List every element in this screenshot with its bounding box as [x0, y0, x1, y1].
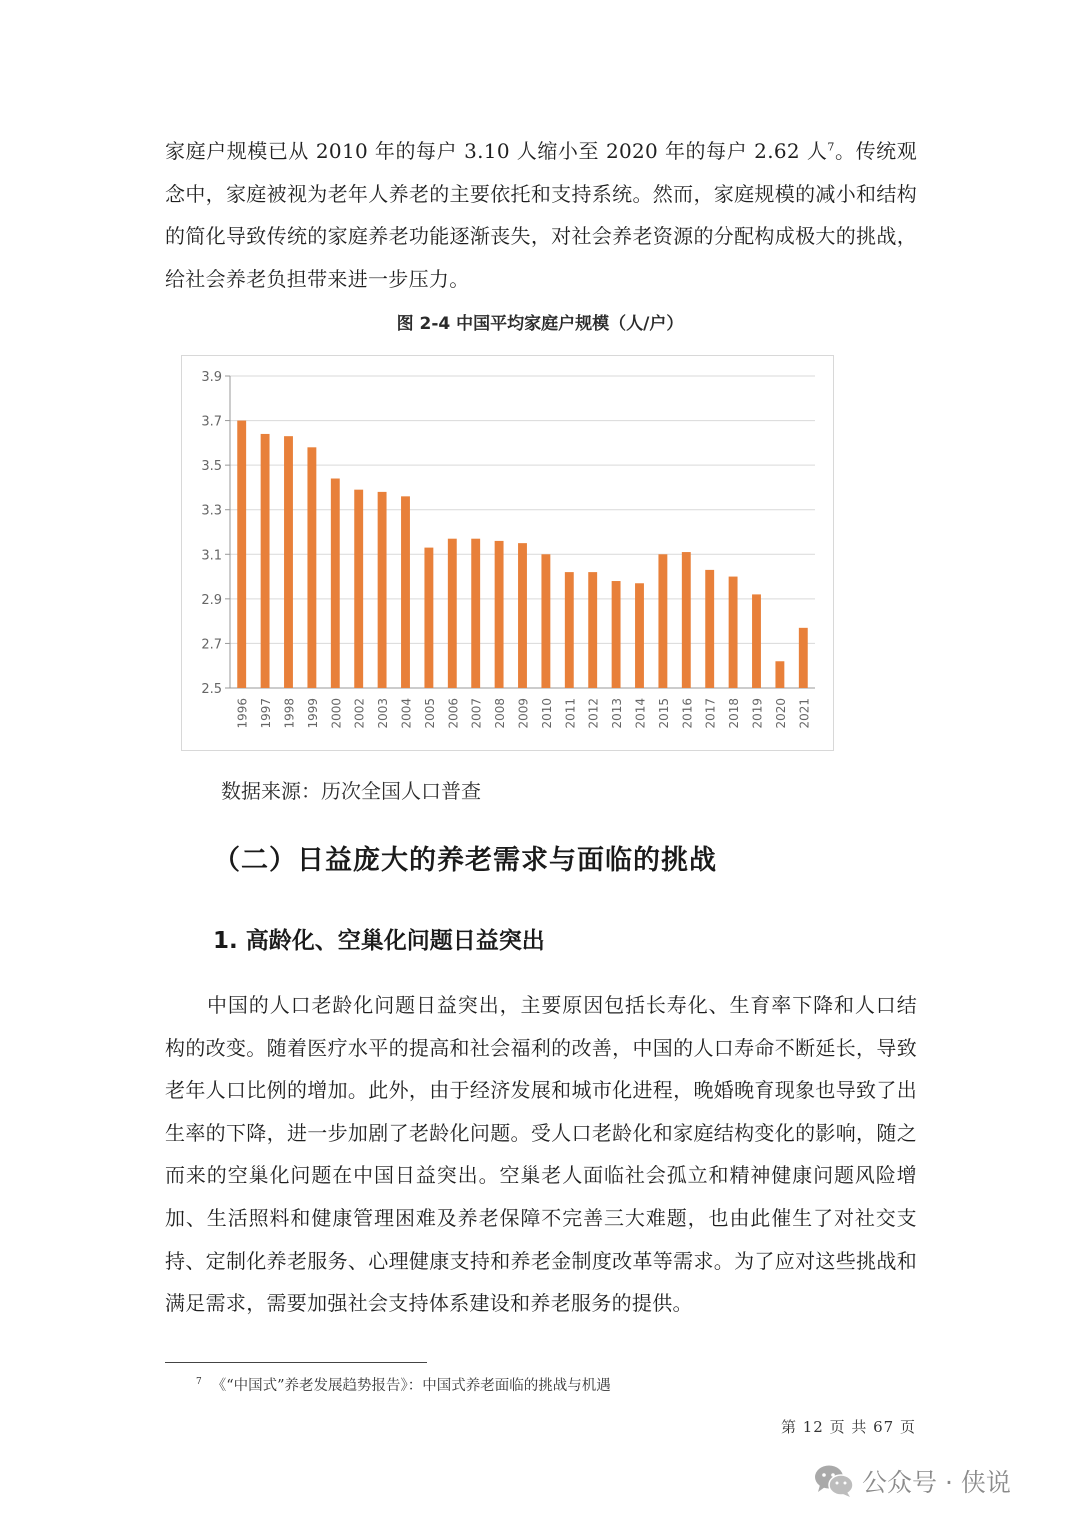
- bar-1998: [284, 436, 293, 688]
- bar-2016: [682, 552, 691, 688]
- x-tick-label: 2021: [797, 698, 812, 729]
- body-paragraph-2: 中国的人口老龄化问题日益突出，主要原因包括长寿化、生育率下降和人口结构的改变。随着医疗水平的提高和社会福利的改善，中国的人口寿命不断延长，导致老年人口比例的增加。此外，由于经济发展和城市化进程，晚婚晚育现象也导致了出生率的下降，进一步加剧了老龄化问题。受人口老龄化和家庭结构变化的影响，随之而来的空巢化问题在中国日益突出。空巢老人面临社会孤立和精神健康问题风险增加、生活照料和健康管理困难及养老保障不完善三大难题，也由此催生了对社交支持、定制化养老服务、心理健康支持和养老金制度改革等需求。为了应对这些挑战和满足需求，需要加强社会支持体系建设和养老服务的提供。: [165, 993, 917, 1316]
- bar-2003: [378, 492, 387, 688]
- x-tick-label: 2011: [563, 698, 578, 729]
- y-tick-label: 3.5: [201, 459, 222, 475]
- x-tick-label: 2019: [750, 698, 765, 729]
- footnote-text: 《“中国式”养老发展趋势报告》：中国式养老面临的挑战与机遇: [211, 1378, 611, 1394]
- paragraph-1-text-a: 家庭户规模已从 2010 年的每户 3.10 人缩小至 2020 年的每户 2.62 人: [165, 139, 828, 163]
- footnote-reference[interactable]: 7: [827, 140, 835, 154]
- x-tick-label: 2003: [376, 698, 391, 729]
- body-paragraph-1: [165, 130, 917, 300]
- wechat-icon: [814, 1464, 854, 1498]
- y-tick-label: 3.1: [201, 548, 222, 564]
- bar-2013: [612, 581, 621, 688]
- x-tick-label: 2020: [773, 698, 788, 729]
- x-tick-label: 2012: [586, 698, 601, 729]
- x-tick-label: 1998: [282, 698, 297, 729]
- watermark-text: 公众号 · 侠说: [862, 1468, 1011, 1497]
- x-tick-label: 2005: [422, 698, 437, 729]
- y-tick-label: 3.7: [201, 414, 222, 430]
- bar-2018: [729, 577, 738, 688]
- bar-2005: [424, 548, 433, 688]
- bar-1999: [307, 447, 316, 688]
- bar-2019: [752, 594, 761, 688]
- bar-2017: [705, 570, 714, 688]
- x-tick-label: 2000: [329, 698, 344, 729]
- section-heading: （二）日益庞大的养老需求与面临的挑战: [213, 845, 717, 876]
- bar-2020: [775, 661, 784, 688]
- x-tick-label: 2006: [446, 698, 461, 729]
- x-tick-label: 1997: [259, 698, 274, 729]
- bar-2011: [565, 572, 574, 688]
- x-tick-label: 1996: [235, 698, 250, 729]
- x-tick-label: 2007: [469, 698, 484, 729]
- x-tick-label: 2013: [610, 698, 625, 729]
- page-number: 第 12 页 共 67 页: [780, 1418, 916, 1436]
- y-tick-label: 3.9: [201, 370, 222, 385]
- x-tick-label: 2004: [399, 698, 414, 729]
- bar-2002: [354, 490, 363, 688]
- bar-2015: [658, 554, 667, 688]
- x-tick-label: 2010: [539, 698, 554, 729]
- sub-heading: 1. 高龄化、空巢化问题日益突出: [213, 928, 545, 954]
- figure-caption: 图 2-4 中国平均家庭户规模（人/户）: [396, 314, 684, 334]
- bar-2009: [518, 543, 527, 688]
- y-tick-label: 3.3: [201, 503, 222, 519]
- bar-2007: [471, 539, 480, 688]
- y-tick-label: 2.5: [201, 682, 222, 697]
- watermark: [814, 1461, 1011, 1501]
- x-tick-label: 2009: [516, 698, 531, 729]
- data-source-note: 数据来源：历次全国人口普查: [221, 779, 481, 803]
- x-tick-label: 2015: [656, 698, 671, 729]
- y-tick-label: 2.7: [201, 637, 222, 653]
- x-tick-label: 2016: [680, 698, 695, 729]
- bar-2021: [799, 628, 808, 688]
- x-tick-label: 2014: [633, 698, 648, 729]
- bar-2010: [541, 554, 550, 688]
- footnote-divider: [165, 1362, 427, 1363]
- x-tick-label: 2017: [703, 698, 718, 729]
- x-tick-label: 2018: [727, 698, 742, 729]
- paragraph-1-text-b: 。传统观念中，家庭被视为老年人养老的主要依托和支持系统。然而，家庭规模的减小和结构的简化导致传统的家庭养老功能逐渐丧失，对社会养老资源的分配构成极大的挑战，给社会养老负担带来进一步压力。: [165, 139, 918, 291]
- footnote-number: 7: [196, 1377, 202, 1388]
- bar-2008: [495, 541, 504, 688]
- x-tick-label: 1999: [305, 698, 320, 729]
- bar-1997: [261, 434, 270, 688]
- y-tick-label: 2.9: [201, 592, 222, 608]
- bar-chart: [181, 355, 834, 751]
- bar-2000: [331, 479, 340, 688]
- bar-2006: [448, 539, 457, 688]
- bar-2014: [635, 583, 644, 688]
- bar-2004: [401, 496, 410, 688]
- x-tick-label: 2008: [493, 698, 508, 729]
- chart-canvas: [182, 356, 835, 752]
- bar-2012: [588, 572, 597, 688]
- footnote: [196, 1374, 611, 1395]
- bar-1996: [237, 421, 246, 688]
- x-tick-label: 2002: [352, 698, 367, 729]
